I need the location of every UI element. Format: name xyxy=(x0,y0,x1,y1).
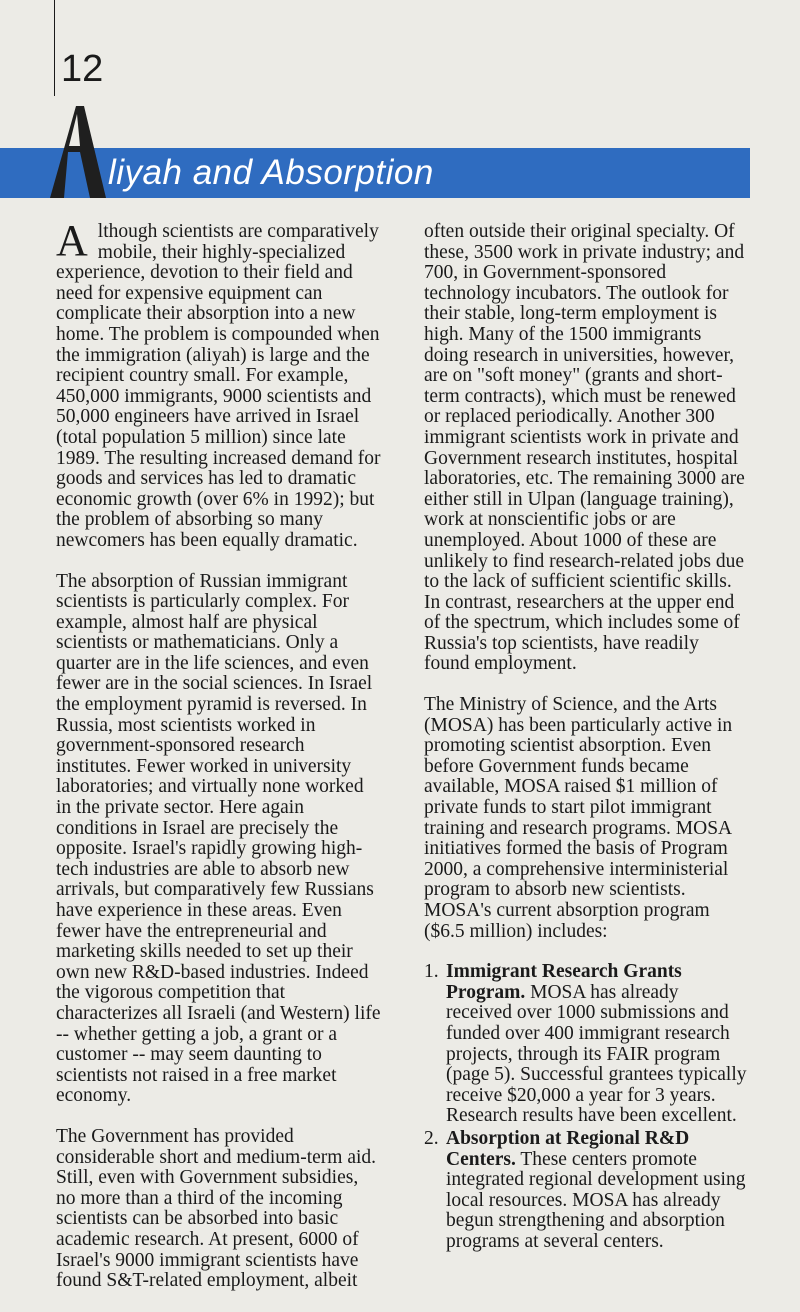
list-number: 1. xyxy=(424,961,439,983)
paragraph: The Government has provided considerable short and medium-term aid. Still, even with Government subsidies, no more than a third of the incoming scientists can be absorbed into basic academic research. At present, 6000 of Israel's 9000 immigrant scientists have found S&T-related employment, albeit xyxy=(56,1125,377,1292)
list-item-text: MOSA has already received over 1000 submissions and funded over 400 immigrant research projects, through its FAIR program (page 5). Successful grantees typically receive $20,000 a year for 3 years. Research results have been excellent. xyxy=(446,981,747,1127)
list-item xyxy=(424,962,747,1127)
right-column xyxy=(424,222,747,1255)
left-column xyxy=(56,216,381,1312)
intro-paragraph xyxy=(56,216,381,552)
intro-text: lthough scientists are comparatively mobile, their highly-specialized experience, devotion to their field and need for expensive equipment can complicate their absorption into a new home. The problem is compounded when the immigration (aliyah) is large and the recipient country small. For example, 450,000 immigrants, 9000 scientists and 50,000 engineers have arrived in Israel (total population 5 million) since late 1989. The resulting increased demand for goods and services has led to dramatic economic growth (over 6% in 1992); but the problem of absorbing so many newcomers has been equally dramatic. xyxy=(56,221,381,551)
paragraph: The absorption of Russian immigrant scientists is particularly complex. For example, almost half are physical scientists or mathematicians. Only a quarter are in the life sciences, and even fewer are in the social sciences. In Israel the employment pyramid is reversed. In Russia, most scientists worked in government-sponsored research institutes. Fewer worked in university laboratories; and virtually none worked in the private sector. Here again conditions in Israel are precisely the opposite. Israel's rapidly growing high-tech industries are able to absorb new arrivals, but comparatively few Russians have experience in these areas. Even fewer have the entrepreneurial and marketing skills needed to set up their own new R&D-based industries. Indeed the vigorous competition that characterizes all Israeli (and Western) life -- whether getting a job, a grant or a customer -- may seem daunting to scientists not raised in a free market economy. xyxy=(56,570,381,1107)
list-item-title: Immigrant Research Grants Program. xyxy=(446,961,682,1003)
section-title: liyah and Absorption xyxy=(108,153,434,192)
page-number-rule xyxy=(54,0,55,96)
list-item-text: These centers promote integrated regional development using local resources. MOSA has already begun strengthening and absorption programs at several centers. xyxy=(446,1148,746,1252)
drop-cap: A xyxy=(56,216,88,265)
list-number: 2. xyxy=(424,1127,439,1149)
program-list xyxy=(424,962,747,1252)
paragraph: The Ministry of Science, and the Arts (MOSA) has been particularly active in promoting scientist absorption. Even before Government funds became available, MOSA raised $1 million of private funds to start pilot immigrant training and research programs. MOSA initiatives formed the basis of Program 2000, a comprehensive interministerial program to absorb new scientists. MOSA's current absorption program ($6.5 million) includes: xyxy=(424,694,733,942)
banner-initial-letter xyxy=(46,96,106,198)
paragraph: often outside their original specialty. Of these, 3500 work in private industry; and 700, in Government-sponsored technology incubators. The outlook for their stable, long-term employment is high. Many of the 1500 immigrants doing research in universities, however, are on "soft money" (grants and short-term contracts), which must be renewed or replaced periodically. Another 300 immigrant scientists work in private and Government research institutes, hospital laboratories, etc. The remaining 3000 are either still in Ulpan (language training), work at nonscientific jobs or are unemployed. About 1000 of these are unlikely to find research-related jobs due to the lack of sufficient scientific skills. In contrast, researchers at the upper end of the spectrum, which includes some of Russia's top scientists, have readily found employment. xyxy=(424,221,745,675)
page-number: 12 xyxy=(61,48,104,90)
list-item xyxy=(424,1129,747,1253)
list-item-title: Absorption at Regional R&D Centers. xyxy=(446,1127,690,1170)
